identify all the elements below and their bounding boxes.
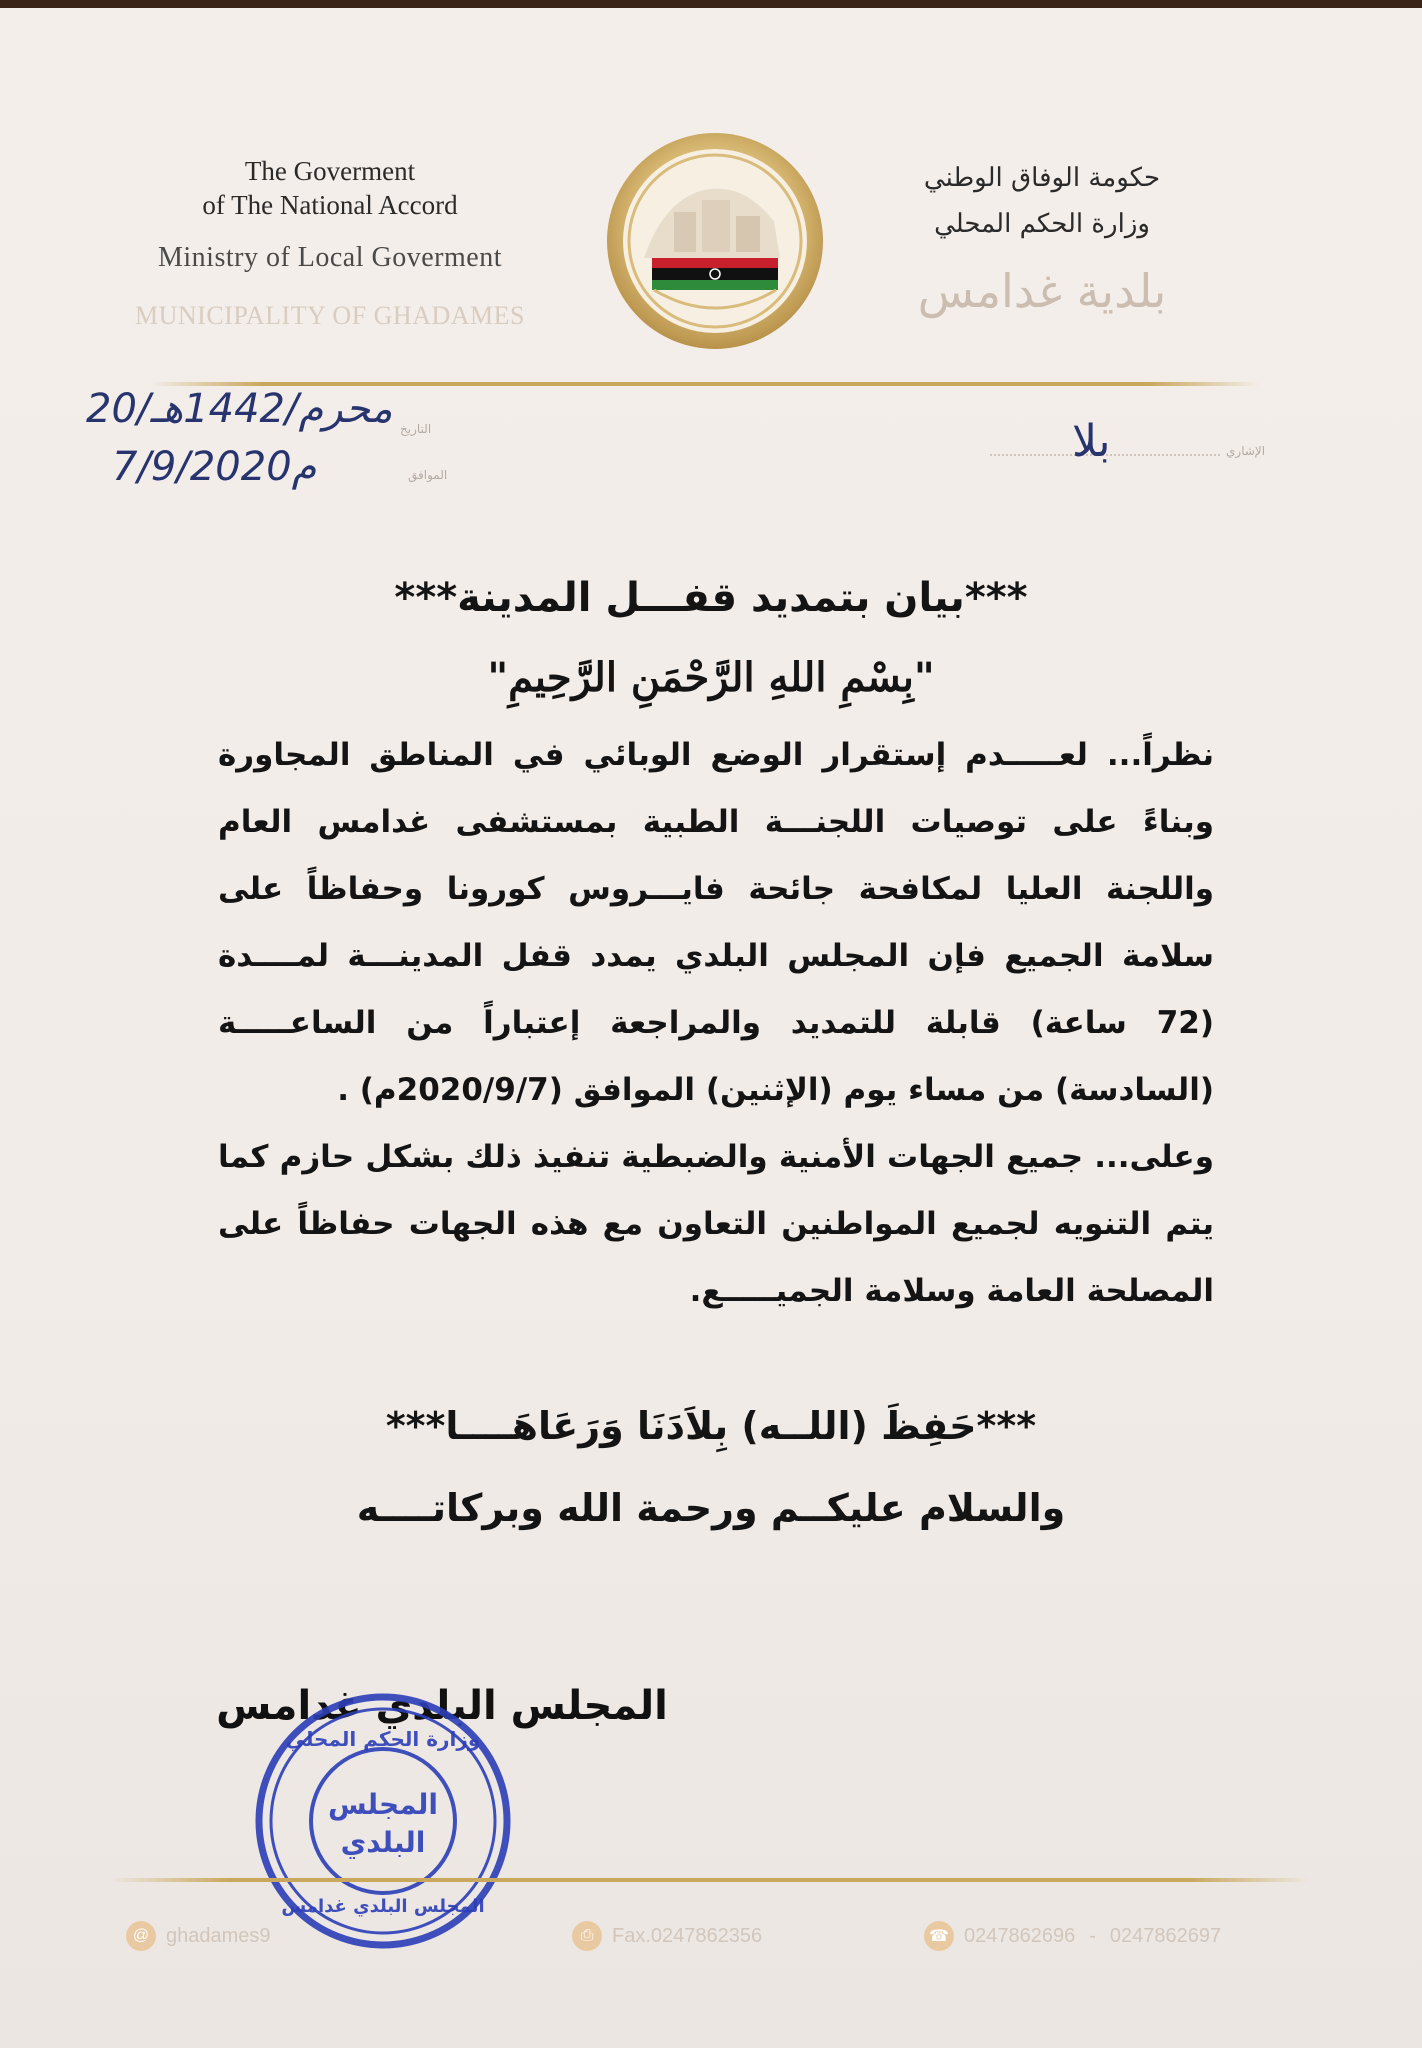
- arabic-letterhead: [832, 158, 1252, 322]
- date-label: التاريخ: [400, 422, 432, 436]
- corresponding-label: الموافق: [408, 468, 448, 482]
- footer-email: [126, 1916, 271, 1956]
- stamp-center-line2: البلدي: [340, 1826, 426, 1859]
- council-stamp-icon: [248, 1686, 518, 1956]
- english-letterhead: [110, 154, 550, 336]
- ar-header-government: حكومة الوفاق الوطني: [923, 163, 1161, 193]
- footer-phone: [924, 1916, 1221, 1956]
- statement-body: [218, 722, 1214, 1325]
- municipality-emblem-icon: [604, 130, 826, 352]
- stamp-center-line1: المجلس: [327, 1788, 439, 1821]
- basmala: "بِسْمِ اللهِ الرَّحْمَنِ الرَّحِيمِ": [487, 654, 935, 701]
- ar-header-municipality: بلدية غدامس: [917, 264, 1167, 318]
- en-header-line1: The Goverment: [244, 156, 416, 186]
- closing-prayer: ***حَفِظَ (اللــه) بِلاَدَنَا وَرَعَاهَــــا***: [385, 1404, 1037, 1448]
- body-paragraph-2: وعلى... جميع الجهات الأمنية والضبطية تنفيذ ذلك بشكل حازم كما يتم التنويه لجميع المواطنين التعاون مع هذه الجهات حفاظاً على المصلحة العامة وسلامة الجميـــــع.: [218, 1139, 1214, 1309]
- footer-phone2-text: 0247862697: [1109, 1924, 1222, 1947]
- hijri-date: 20/محرم/1442هـ: [86, 386, 393, 432]
- page-title: ***بيان بتمديد قفـــل المدينة***: [394, 575, 1028, 621]
- footer-email-text: ghadames9: [166, 1924, 271, 1947]
- stamp-outer-bottom: المجلس البلدي غدامس: [281, 1896, 485, 1917]
- footer-fax: [572, 1916, 762, 1956]
- stamp-outer-top: وزارة الحكم المحلي: [285, 1727, 481, 1751]
- footer-divider: [110, 1878, 1310, 1882]
- footer-phone-separator: -: [1089, 1924, 1096, 1947]
- ar-header-ministry: وزارة الحكم المحلي: [934, 209, 1150, 239]
- reference-label: الإشاري: [1226, 444, 1266, 458]
- signature-council: المجلس البلدي غدامس: [216, 1683, 668, 1729]
- en-header-ministry: Ministry of Local Goverment: [158, 242, 502, 273]
- gregorian-date: 7/9/2020م: [112, 444, 317, 490]
- reference-value: بلا: [1072, 416, 1111, 467]
- en-header-municipality: MUNICIPALITY OF GHADAMES: [135, 301, 525, 330]
- body-paragraph-1: نظراً... لعـــــدم إستقرار الوضع الوبائي في المناطق المجاورة وبناءً على توصيات اللجنـــة الطبية بمستشفى غدامس العام واللجنة العليا لمكافحة جائحة فايـــروس كورونا وحفاظاً على سلامة الجميع فإن المجلس البلدي يمدد قفل المدينـــة لمــــدة (72 ساعة) قابلة للتمديد والمراجعة إعتباراً من الساعـــــة (السادسة) من مساء يوم (الإثنين) الموافق (2020/9/7م) .: [218, 737, 1214, 1108]
- email-icon: @: [126, 1921, 156, 1951]
- footer-fax-text: Fax.0247862356: [612, 1924, 763, 1947]
- en-header-line2: of The National Accord: [202, 190, 458, 220]
- fax-icon: ⎙: [572, 1921, 602, 1951]
- closing-greeting: والسلام عليكــم ورحمة الله وبركاتــــه: [356, 1486, 1066, 1530]
- phone-icon: ☎: [924, 1921, 954, 1951]
- footer-phone1-text: 0247862696: [964, 1924, 1076, 1947]
- document-page: [0, 8, 1422, 2048]
